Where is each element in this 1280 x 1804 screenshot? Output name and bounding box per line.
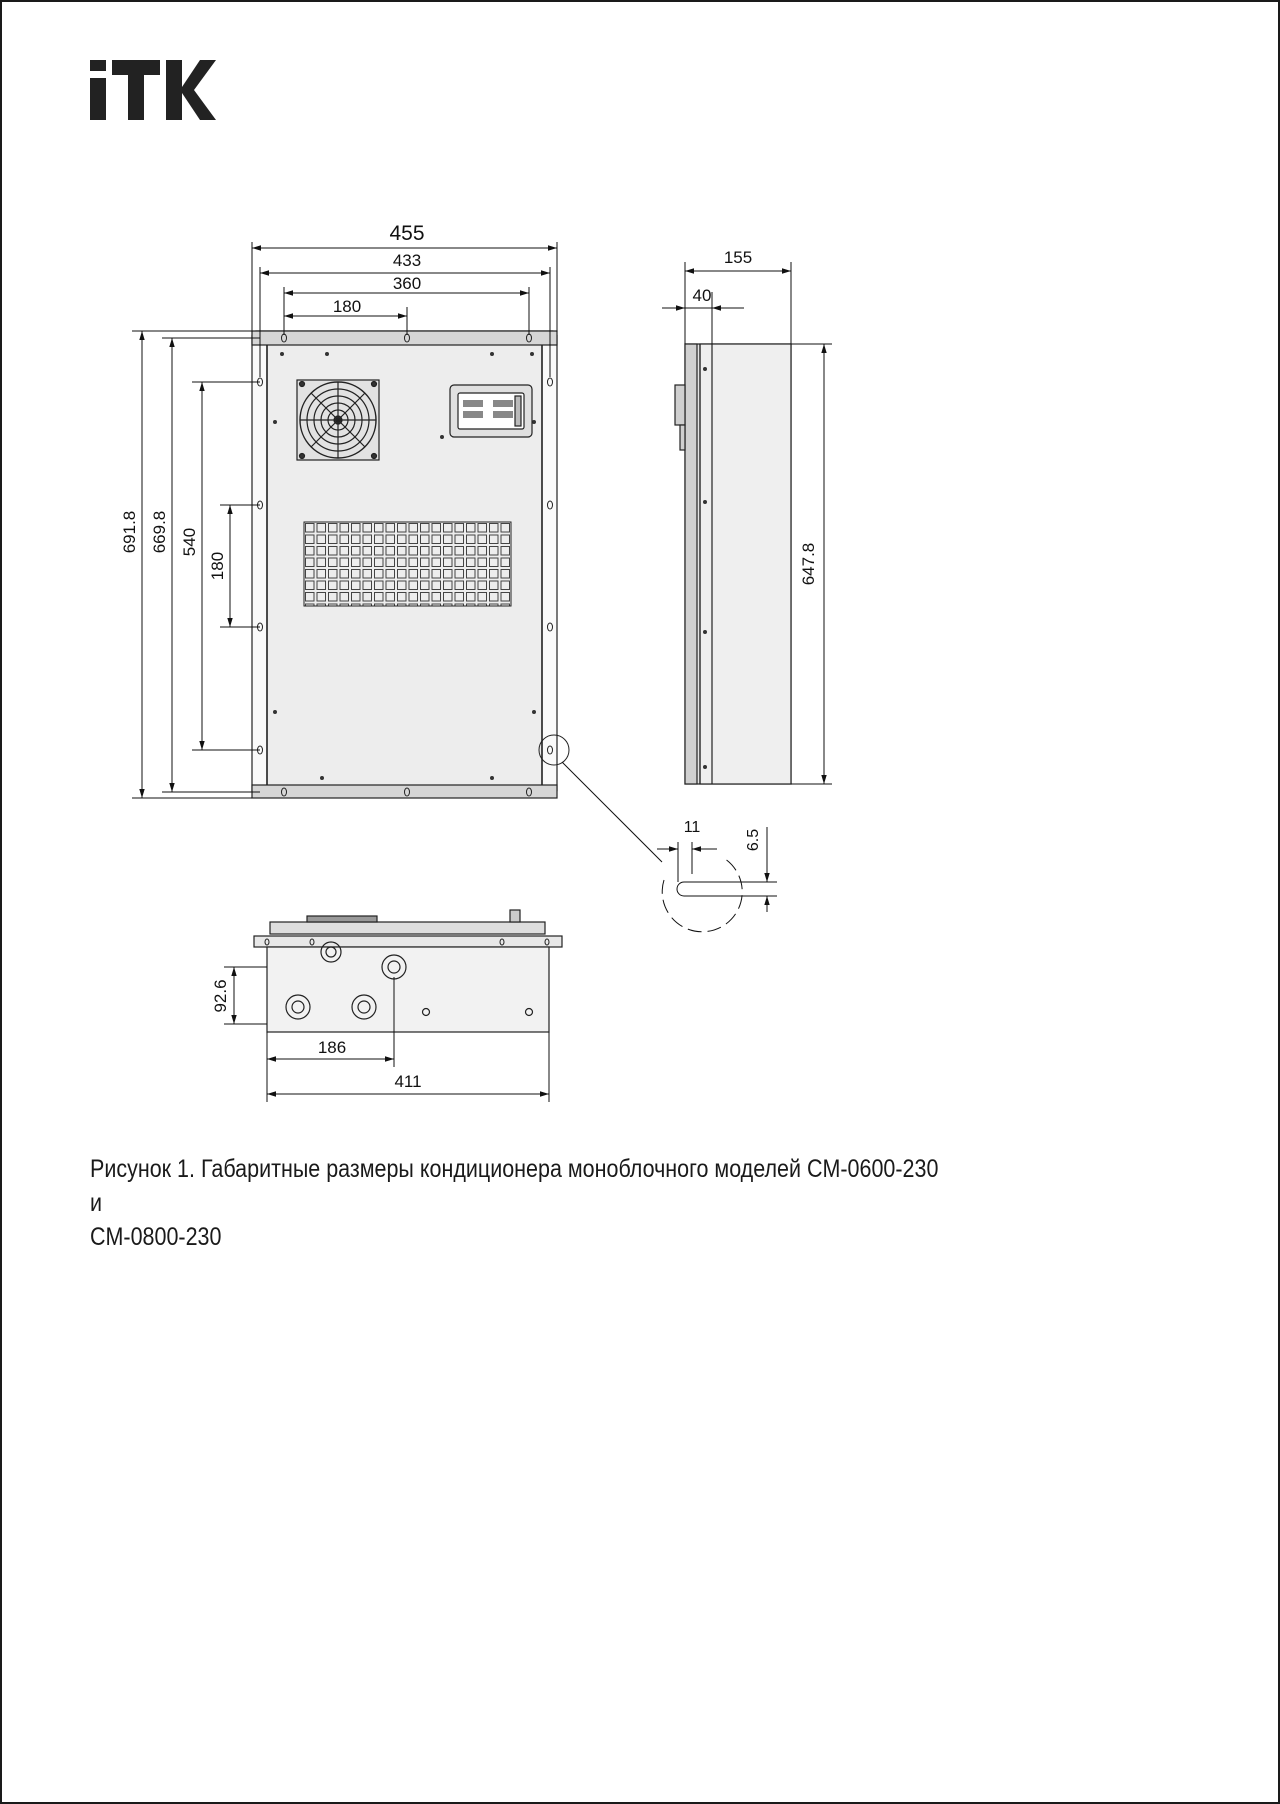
dim-40: 40 (692, 286, 712, 305)
front-view (252, 331, 569, 798)
dim-691-8: 691.8 (120, 510, 139, 554)
dim-92-6: 92.6 (211, 979, 230, 1013)
figure-caption (90, 1152, 950, 1254)
dim-186: 186 (317, 1038, 347, 1057)
dim-155: 155 (723, 248, 753, 267)
dim-6-5: 6.5 (745, 828, 762, 852)
dim-180-vertical: 180 (208, 551, 227, 581)
dim-647-8: 647.8 (799, 542, 818, 586)
caption-line-2: CM-0800-230 (90, 1223, 222, 1251)
technical-drawing (2, 2, 1280, 1122)
dim-433: 433 (392, 251, 422, 270)
controller-panel-icon (450, 385, 532, 437)
dim-540: 540 (180, 527, 199, 557)
bottom-view (254, 910, 562, 1032)
dim-360: 360 (392, 274, 422, 293)
fan-guard-icon (297, 380, 379, 460)
slot-dimension-labels (684, 819, 762, 851)
caption-line-1: Рисунок 1. Габаритные размеры кондиционера моноблочного моделей CM-0600-230 и (90, 1155, 939, 1217)
dim-180-horizontal: 180 (332, 297, 362, 316)
dim-455: 455 (389, 222, 425, 245)
side-view (675, 344, 791, 784)
dim-669-8: 669.8 (150, 510, 169, 554)
vent-grille (304, 522, 511, 606)
dim-11: 11 (683, 819, 701, 836)
dim-411: 411 (394, 1072, 422, 1091)
